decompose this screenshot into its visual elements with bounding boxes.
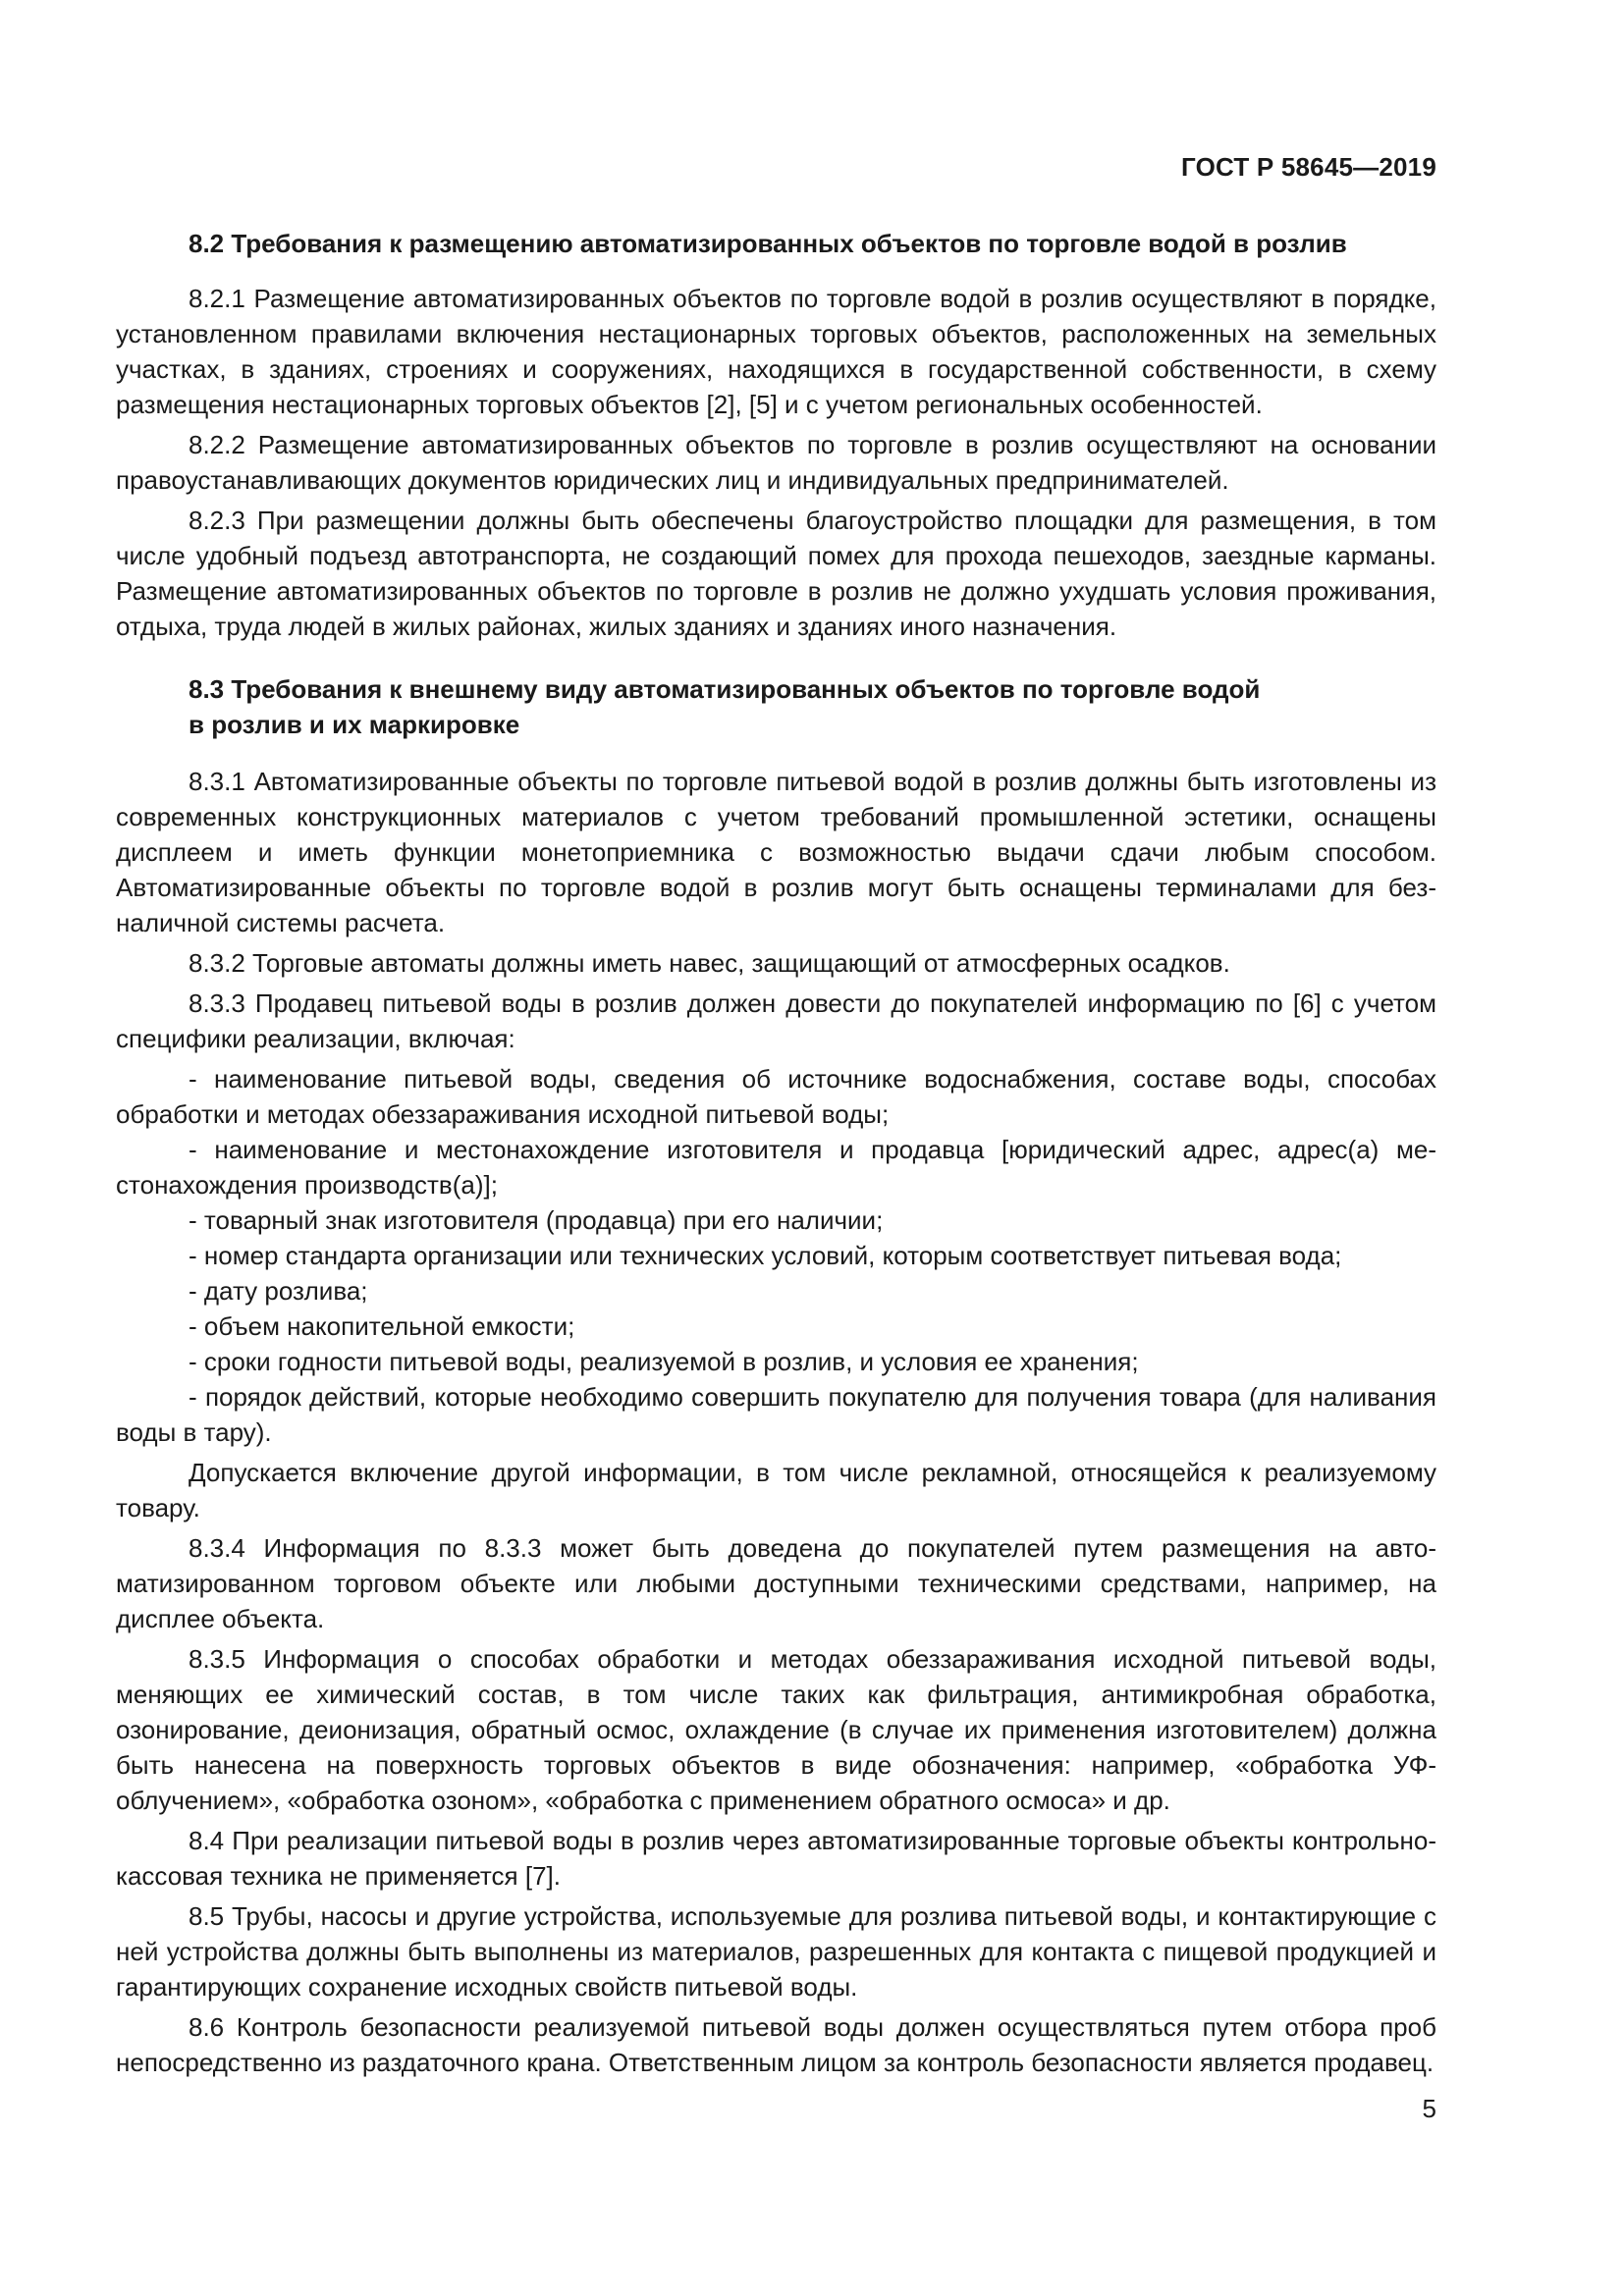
document-body (116, 226, 1436, 2085)
section-8-3-heading (189, 671, 1436, 742)
paragraph-8-3-1: 8.3.1 Автоматизированные объекты по торговле питьевой водой в розлив должны быть изготовлены из современных конструкционных материалов с учетом требований промышленной эстетики, оснащены дисплеем и иметь функции монетоприемника с возможностью выдачи сдачи любым способом. Автоматизированные объекты по торговле водой в розлив могут быть оснащены терминалами для безналичной системы расчета. (116, 767, 1436, 937)
paragraph-8-2-2: 8.2.2 Размещение автоматизированных объектов по торговле в розлив осуществляют на основании правоустанавливающих документов юридических лиц и индивидуальных предпринимателей. (116, 430, 1436, 495)
list-item: - порядок действий, которые необходимо совершить покупателю для получения товара (для наливания воды в тару). (116, 1382, 1436, 1447)
paragraph-8-3-5: 8.3.5 Информация о способах обработки и методах обеззараживания исходной питьевой воды, меняющих ее химический состав, в том числе таких как фильтрация, антимикробная обработка, озонирование, деионизация, обратный осмос, охлаждение (в случае их применения изготовителем) должна быть нанесена на поверхность торговых объектов в виде обозначения: например, «обработка УФ-облучением», «обработка озоном», «обработка с применением обратного осмоса» и др. (116, 1644, 1436, 1815)
list-item: - номер стандарта организации или технических условий, которым соответствует питьевая вода; (189, 1241, 1342, 1270)
paragraph-8-3-4: 8.3.4 Информация по 8.3.3 может быть доведена до покупателей путем размещения на автоматизированном торговом объекте или любыми доступными техническими средствами, например, на дисплее объекта. (116, 1533, 1436, 1633)
list-item: - товарный знак изготовителя (продавца) при его наличии; (189, 1205, 884, 1235)
list-item: - сроки годности питьевой воды, реализуемой в розлив, и условия ее хранения; (189, 1347, 1139, 1376)
paragraph-8-2-1: 8.2.1 Размещение автоматизированных объектов по торговле водой в розлив осуществляют в порядке, установленном правилами включения нестационарных торговых объектов, расположенных на земельных участках, в зданиях, строениях и сооружениях, находящихся в государственной собственности, в схему размещения нестационарных торговых объектов [2], [5] и с учетом региональных особенностей. (116, 284, 1436, 419)
list-item: - наименование питьевой воды, сведения об источнике водоснабжения, составе воды, способах обработки и методах обеззараживания исходной питьевой воды; (116, 1064, 1436, 1129)
section-8-2-heading: 8.2 Требования к размещению автоматизированных объектов по торговле водой в розлив (189, 229, 1347, 258)
paragraph-8-5: 8.5 Трубы, насосы и другие устройства, используемые для розлива питьевой воды, и контактирующие с ней устройства должны быть выполнены из материалов, разрешенных для контакта с пищевой продукцией и гарантирующих сохранение исходных свойств питьевой воды. (116, 1901, 1436, 2002)
paragraph-8-2-3: 8.2.3 При размещении должны быть обеспечены благоустройство площадки для размещения, в том числе удобный подъезд автотранспорта, не создающий помех для прохода пешеходов, заездные карманы. Размещение автоматизированных объектов по торговле в розлив не должно ухудшать условия проживания, отдыха, труда людей в жилых районах, жилых зданиях и зданиях иного назначения. (116, 506, 1436, 641)
document-page (116, 0, 1436, 2296)
page-number: 5 (1422, 2094, 1436, 2123)
section-8-3-heading-line1: 8.3 Требования к внешнему виду автоматизированных объектов по торговле водой (189, 674, 1261, 704)
list-item: - дату розлива; (189, 1276, 368, 1306)
document-code: ГОСТ Р 58645—2019 (1181, 152, 1436, 182)
list-item: - объем накопительной емкости; (189, 1311, 575, 1341)
paragraph-8-3-2: 8.3.2 Торговые автоматы должны иметь навес, защищающий от атмосферных осадков. (189, 948, 1230, 978)
paragraph-additional-info: Допускается включение другой информации, в том числе рекламной, относящейся к реализуемому товару. (116, 1458, 1436, 1522)
list-item: - наименование и местонахождение изготовителя и продавца [юридический адрес, адрес(а) местонахождения производств(а)]; (116, 1135, 1436, 1200)
paragraph-8-6: 8.6 Контроль безопасности реализуемой питьевой воды должен осуществляться путем отбора проб непосредственно из раздаточного крана. Ответственным лицом за контроль безопасности является продавец. (116, 2012, 1436, 2077)
paragraph-8-3-3: 8.3.3 Продавец питьевой воды в розлив должен довести до покупателей информацию по [6] с учетом специфики реализации, включая: (116, 988, 1436, 1053)
paragraph-8-4: 8.4 При реализации питьевой воды в розлив через автоматизированные торговые объекты контрольно-кассовая техника не применяется [7]. (116, 1826, 1436, 1891)
section-8-3-heading-line2: в розлив и их маркировке (189, 710, 520, 739)
